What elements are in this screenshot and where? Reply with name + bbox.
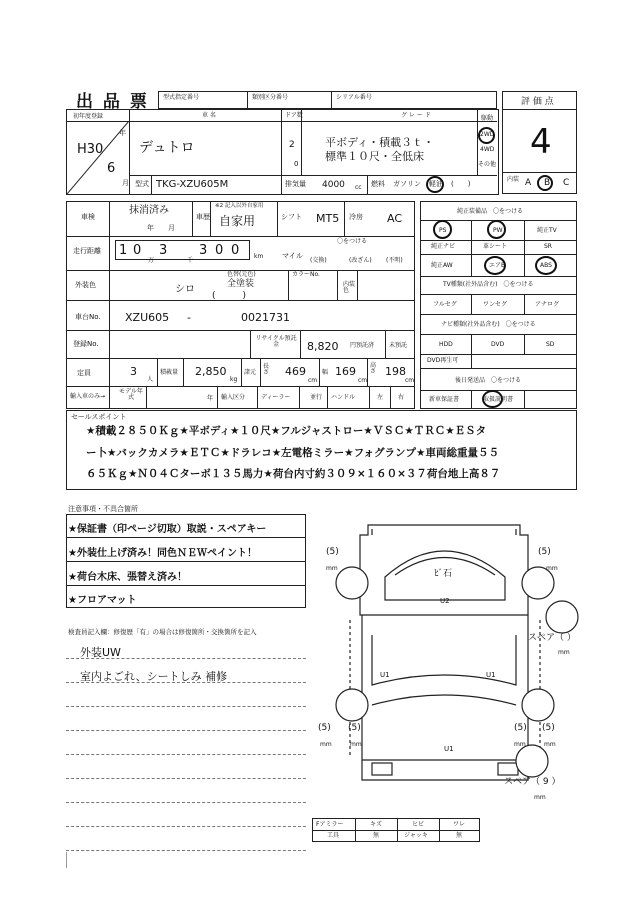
exterior-color: シロ bbox=[175, 284, 195, 295]
notes-label: 注意事項・不具合箇所 bbox=[68, 505, 138, 513]
width-value: 169 bbox=[335, 365, 356, 378]
mileage-digit: 0 bbox=[133, 243, 142, 258]
vehicle-detail-block: 車検 抹消済み 年 月 車歴 ※2 記入以外自家用 自家用 シフト MT5 冷房 AC 走行距離 1 0 万 3 千 3 0 0 km 〇をつける マイル (交換) (改ざん) (不明) 外装色 色替(元色) シロ 全塗装 ( ) カラーNo. 内装色 車台No. XZU605 - 0021731 登録No. リサイクル預託金 8,820 円預託済 未預託 定員 3 人 積載量 2,850 kg 諸元 長さ 469 cm 幅 169 cm 高さ 198 cm 輸入車のみ→ モデル年式 年 輸入区分 ディーラー 並行 ハンドル 左 右 bbox=[66, 201, 415, 409]
tire-depth: (5) bbox=[542, 723, 555, 733]
grade-line-1: 平ボディ・積載３ｔ・ bbox=[325, 136, 435, 149]
note-line: ★外装仕上げ済み！同色ＮＥＷペイント！ bbox=[68, 548, 257, 559]
airbag-circle bbox=[484, 256, 506, 275]
u1-bottom-label: U1 bbox=[444, 745, 454, 753]
grade-line-2: 標準１０尺・全低床 bbox=[325, 150, 424, 163]
abs-circle bbox=[535, 256, 557, 275]
mileage-digit: 0 bbox=[215, 243, 224, 258]
fuel-diesel-circle bbox=[426, 176, 444, 193]
tire-depth: (5) bbox=[348, 723, 361, 733]
tire-rear-right bbox=[522, 689, 554, 721]
score-value: 4 bbox=[530, 122, 552, 162]
form-title: 出 品 票 bbox=[76, 92, 149, 112]
tire-depth: (5) bbox=[514, 723, 527, 733]
mileage-digit: 1 bbox=[119, 243, 128, 258]
selling-points-block: セールスポイント bbox=[66, 410, 577, 490]
door-count: 2 bbox=[289, 140, 295, 150]
height-value: 198 bbox=[385, 365, 406, 378]
displacement: 4000 bbox=[322, 180, 345, 190]
ac-type: AC bbox=[387, 212, 403, 225]
score-box: 評 価 点 4 内装 A B C bbox=[502, 91, 577, 194]
length-value: 469 bbox=[285, 365, 306, 378]
category-no-box: 類別区分番号 bbox=[247, 91, 332, 109]
spare-label: スペア（ 9 ） bbox=[504, 777, 561, 787]
drive-2wd-circle bbox=[478, 127, 495, 144]
mileage-digit: 3 bbox=[159, 243, 168, 258]
note-line: ★荷台木床、張替え済み！ bbox=[68, 572, 187, 583]
type-no-box: 型式指定番号 bbox=[158, 91, 248, 109]
vehicle-name: デュトロ bbox=[139, 140, 195, 156]
tire-depth: (5) bbox=[538, 547, 551, 557]
tire-front-left bbox=[336, 567, 368, 599]
tire-depth: (5) bbox=[318, 723, 331, 733]
inspector-line: 室内よごれ、シートしみ 補修 bbox=[80, 670, 228, 683]
vehicle-info-block: 初年度登録 年 H30 6 月 車 名 デュトロ 型式 TKG-XZU605M ドア数 2 0 排気量 4000 cc 燃料 ガソリン 軽油 ( ) グ レ ー ド 平ボディ・積載３ｔ・ 標準１０尺・全低床 駆動 2WD 4WD その他 bbox=[66, 109, 499, 195]
first-reg-month: 6 bbox=[107, 161, 116, 176]
usage-type: 自家用 bbox=[219, 214, 256, 228]
spare-label: スペア（ ） bbox=[528, 633, 576, 643]
chassis-prefix: XZU605 bbox=[125, 311, 170, 324]
u2-label: U2 bbox=[440, 597, 450, 605]
selling-point-line: ★積載２８５０Ｋｇ★平ボディ★１０尺★フルジャストロー★ＶＳＣ★ＴＲＣ★ＥＳタ bbox=[86, 425, 487, 437]
tire-depth: (5) bbox=[326, 547, 339, 557]
first-reg-era: H30 bbox=[77, 142, 104, 157]
recycle-fee: 8,820 bbox=[307, 340, 339, 353]
equipment-block: 純正装備品 〇をつける PS PW 純正TV 純正ナビ 革シート SR 純正AW エアB ABS TV種類(社外品含む) 〇をつける フルセグ ワンセグ アナログ ナビ種類(社外品含む) 〇をつける HDD DVD SD DVD再生可 後日発送品 〇をつける 新車保証書 取扱説明書 bbox=[420, 201, 577, 409]
spare-tire-upper bbox=[546, 601, 578, 633]
spare-tire-lower bbox=[516, 745, 548, 777]
inspector-line: 外装UW bbox=[80, 646, 121, 659]
selling-point-line: ー卜★バックカメラ★ＥＴＣ★ドラレコ★左電格ミラー★フォグランプ★車両総重量５５ bbox=[86, 447, 499, 459]
tire-rear-left bbox=[336, 689, 368, 721]
serial-no-box: シリアル番号 bbox=[331, 91, 497, 109]
mileage-digit: 0 bbox=[231, 243, 240, 258]
inspector-label: 検査員記入欄：修復歴「有」の場合は修復箇所・交換箇所を記入 bbox=[68, 628, 257, 636]
interior-grade-circle bbox=[537, 175, 553, 191]
bed-mark-label: ﾋﾞ石 bbox=[434, 569, 453, 579]
u1-right-label: U1 bbox=[486, 671, 496, 679]
score-label: 評 価 点 bbox=[521, 97, 554, 107]
diagonal-line bbox=[67, 121, 129, 194]
load-capacity: 2,850 bbox=[195, 365, 227, 378]
note-line: ★フロアマット bbox=[68, 595, 137, 606]
manual-circle bbox=[482, 390, 503, 408]
inspection-status: 抹消済み bbox=[129, 205, 169, 216]
pw-circle bbox=[487, 220, 506, 239]
model-code: TKG-XZU605M bbox=[156, 179, 229, 190]
damage-legend: Fアミラー キズ ヒビ ワレ 工具 無 ジャッキ 無 bbox=[312, 818, 480, 842]
shift-type: MT5 bbox=[316, 212, 340, 225]
note-line: ★保証書（印ページ切取）取説・スペアキー bbox=[68, 524, 267, 535]
mileage-digit: 3 bbox=[199, 243, 208, 258]
selling-point-line: ６５Ｋｇ★Ｎ０４Ｃターボ１３５馬力★荷台内寸約３０９×１６０×３７荷台地上高８７ bbox=[86, 468, 501, 480]
ps-circle bbox=[433, 220, 452, 239]
u1-left-label: U1 bbox=[380, 671, 390, 679]
seating-capacity: 3 bbox=[130, 365, 137, 378]
repaint-status: 全塗装 bbox=[227, 279, 255, 289]
chassis-number: 0021731 bbox=[241, 311, 290, 324]
